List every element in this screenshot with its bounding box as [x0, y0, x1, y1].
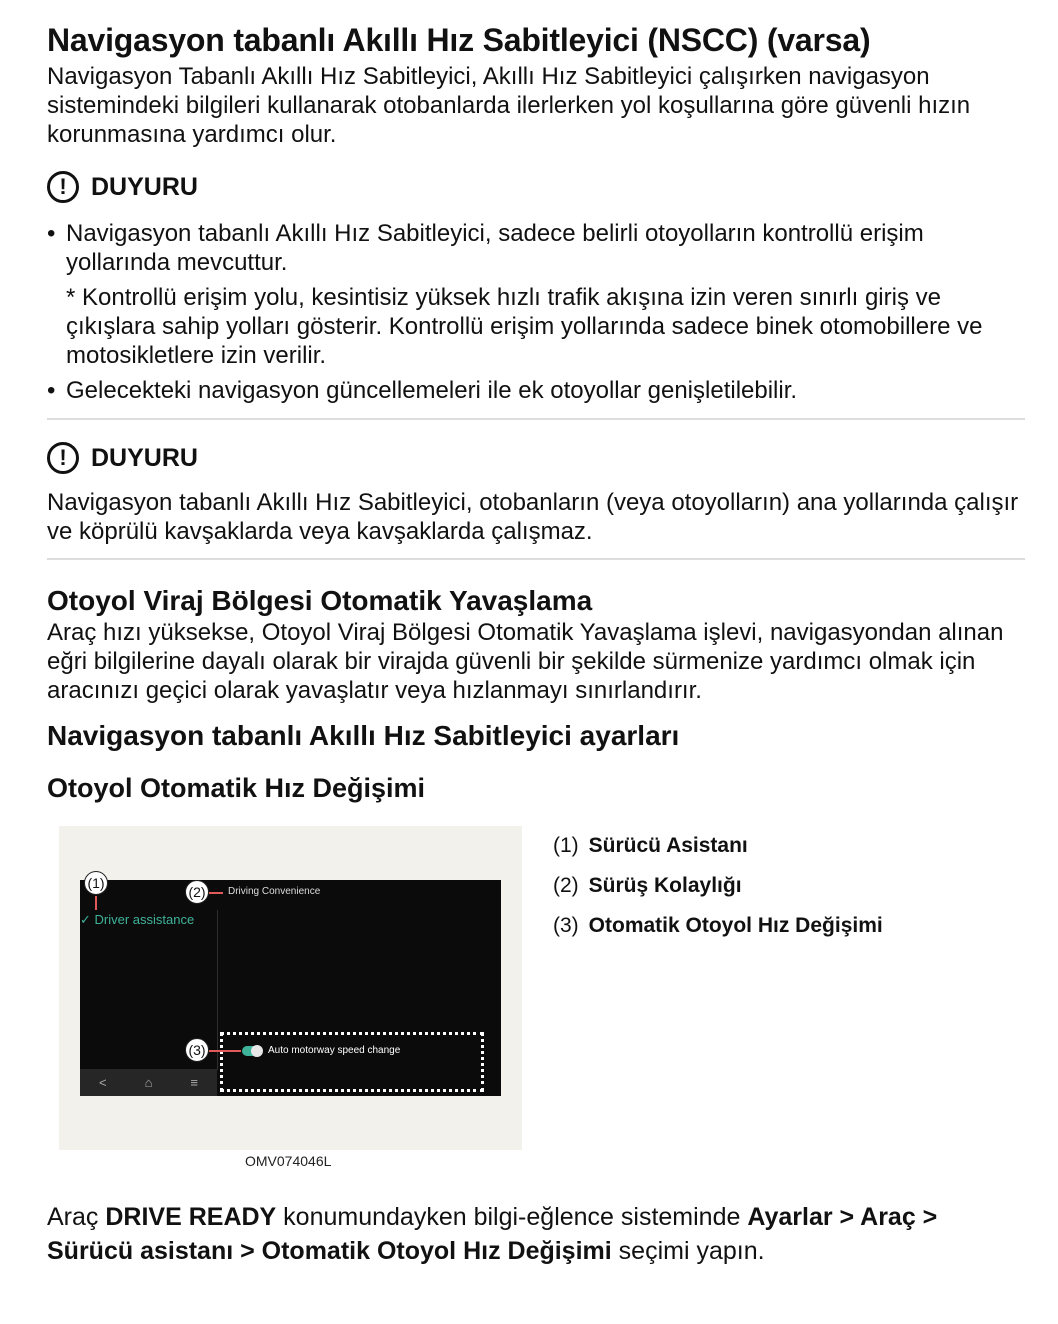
- menu-driver-assistance[interactable]: [80, 912, 194, 928]
- legend-label: Sürüş Kolaylığı: [588, 874, 742, 897]
- notice-list-1: [47, 219, 1025, 277]
- header-driving-convenience: Driving Convenience: [228, 886, 321, 897]
- divider-2: [47, 558, 1025, 560]
- home-icon[interactable]: ⌂: [144, 1075, 153, 1090]
- back-icon[interactable]: <: [98, 1075, 107, 1090]
- notice-bullet-2: • Gelecekteki navigasyon güncellemeleri ile ek otoyollar genişletilebilir.: [47, 376, 1025, 405]
- section-title: Navigasyon tabanlı Akıllı Hız Sabitleyici (NSCC) (varsa): [47, 22, 871, 58]
- instruction-bold: DRIVE READY: [105, 1203, 277, 1231]
- notice-footnote: * Kontrollü erişim yolu, kesintisiz yüksek hızlı trafik akışına izin veren sınırlı giriş ve çıkışlara sahip yolları gösterir. Kontrollü erişim yollarında sadece binek otomobillere ve motosikletlere izin verilir.: [66, 284, 983, 369]
- notice-list-1b: [47, 376, 1025, 405]
- auto-speed-title: Otoyol Otomatik Hız Değişimi: [47, 773, 426, 803]
- legend-number: (2): [553, 874, 579, 897]
- infotainment-screen: [80, 880, 501, 1096]
- notice-title-1: DUYURU: [91, 172, 198, 201]
- exclamation-circle-icon: !: [47, 171, 79, 203]
- notice-header-2: [47, 438, 1025, 478]
- menu-label: Driver assistance: [94, 912, 195, 927]
- notice-text-2: Navigasyon tabanlı Akıllı Hız Sabitleyici, otobanların (veya otoyolların) ana yollarında çalışır ve köprülü kavşaklarda veya kavşaklarda çalışmaz.: [47, 489, 1019, 545]
- page-content: [47, 20, 1025, 805]
- legend-item: [553, 866, 883, 906]
- instruction-menu-path: Ayarlar > Araç > Sürücü asistanı > Otomatik Otoyol Hız Değişimi: [47, 1203, 938, 1265]
- menu-icon[interactable]: ≡: [190, 1075, 198, 1090]
- callout-3: (3): [185, 1038, 209, 1062]
- check-icon: ✓: [80, 912, 91, 927]
- notice-title-2: DUYURU: [91, 443, 198, 472]
- legend-number: (1): [553, 834, 579, 857]
- legend-number: (3): [553, 914, 579, 937]
- callout-2-leader: [209, 892, 223, 894]
- notice-header-1: [47, 167, 1025, 207]
- callout-1-leader: [95, 896, 97, 910]
- legend-item: [553, 906, 883, 946]
- toggle-label: Auto motorway speed change: [268, 1045, 401, 1056]
- notice-bullet-1: • Navigasyon tabanlı Akıllı Hız Sabitleyici, sadece belirli otoyolların kontrollü erişim yollarında mevcuttur.: [47, 219, 1025, 277]
- settings-screen-figure: [59, 826, 522, 1150]
- bottom-nav-bar: [80, 1069, 217, 1096]
- instruction-text: Araç: [47, 1203, 106, 1231]
- divider-1: [47, 418, 1025, 420]
- instruction-text: seçimi yapın.: [611, 1237, 765, 1265]
- settings-title: Navigasyon tabanlı Akıllı Hız Sabitleyici ayarları: [47, 720, 680, 751]
- curve-title: Otoyol Viraj Bölgesi Otomatik Yavaşlama: [47, 585, 593, 616]
- curve-text: Araç hızı yüksekse, Otoyol Viraj Bölgesi Otomatik Yavaşlama işlevi, navigasyondan alınan eğri bilgilerine dayalı olarak bir virajda güvenli bir şekilde sürmenize yardımcı olmak için aracınızı geçici olarak yavaşlatır veya hızlanmayı sınırlandırır.: [47, 619, 1004, 704]
- figure-caption: OMV074046L: [245, 1153, 332, 1169]
- instruction-paragraph: [47, 1200, 1025, 1268]
- instruction-text: konumundayken bilgi-eğlence sisteminde: [276, 1203, 748, 1231]
- exclamation-circle-icon: !: [47, 442, 79, 474]
- figure-legend: [553, 826, 883, 946]
- notice-box-1: [47, 167, 1025, 405]
- highlight-dotted-box: [220, 1032, 484, 1092]
- intro-paragraph: Navigasyon Tabanlı Akıllı Hız Sabitleyici, Akıllı Hız Sabitleyici çalışırken navigasyon sistemindeki bilgileri kullanarak otobanlarda ilerlerken yol koşullarına göre güvenli hızın korunmasına yardımcı olur.: [47, 63, 971, 148]
- notice-box-2: [47, 438, 1025, 546]
- legend-label: Otomatik Otoyol Hız Değişimi: [588, 914, 883, 937]
- callout-2: (2): [185, 880, 209, 904]
- callout-1: (1): [84, 871, 108, 895]
- legend-label: Sürücü Asistanı: [588, 834, 748, 857]
- callout-3-leader: [209, 1050, 241, 1052]
- menu-column-divider: [217, 910, 218, 1070]
- legend-item: [553, 826, 883, 866]
